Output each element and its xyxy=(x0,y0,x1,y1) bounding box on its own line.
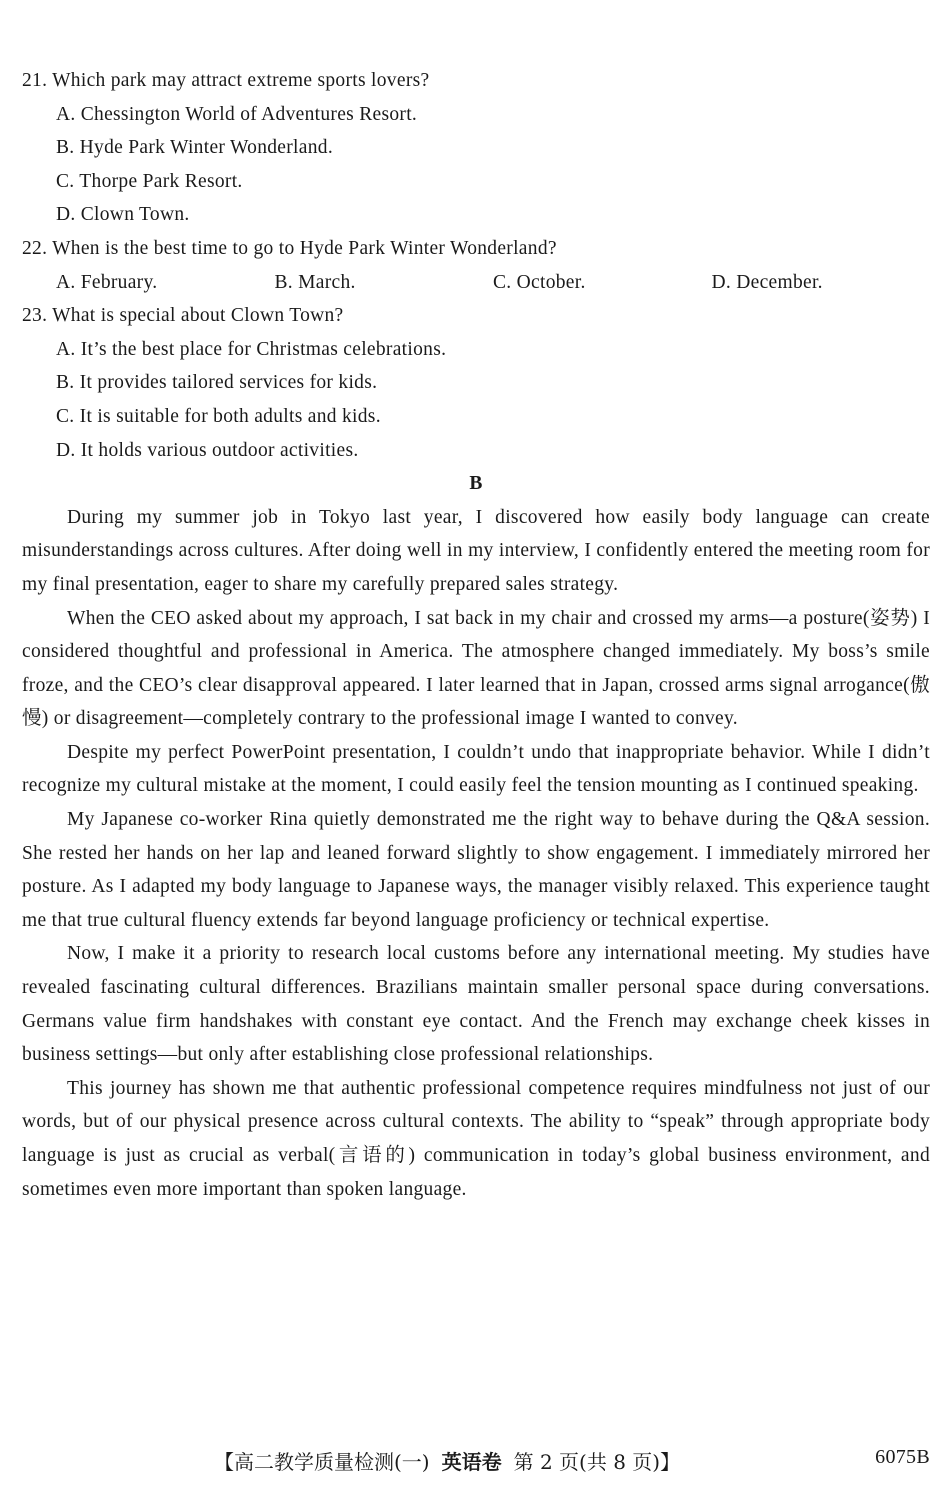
option: B. Hyde Park Winter Wonderland. xyxy=(56,137,334,159)
footer-info xyxy=(214,1446,680,1475)
page-number: 第 2 页(共 8 页)】 xyxy=(513,1450,681,1474)
paragraph: This journey has shown me that authentic professional competence requires mindfulness not just of our words, but of our physical presence across cultural contexts. The ability to “speak” through appropriate body language is just as crucial as verbal(言语的) communication in today’s global business environment, and sometimes even more important than spoken language. xyxy=(22,1077,930,1200)
option: B. It provides tailored services for kids. xyxy=(56,372,378,394)
question-stem: 22. When is the best time to go to Hyde Park Winter Wonderland? xyxy=(22,237,557,259)
option: A. It’s the best place for Christmas celebrations. xyxy=(56,338,447,360)
question-stem: 23. What is special about Clown Town? xyxy=(22,305,344,327)
option: A. February. xyxy=(56,271,158,293)
option: C. Thorpe Park Resort. xyxy=(56,170,243,192)
passage-b xyxy=(22,501,930,1206)
option: D. Clown Town. xyxy=(56,204,190,226)
question-21 xyxy=(22,64,930,232)
paragraph: Despite my perfect PowerPoint presentation, I couldn’t undo that inappropriate behavior. While I didn’t recognize my cultural mistake at the moment, I could easily feel the tension mounting as I continued speaking. xyxy=(22,741,930,797)
paragraph: My Japanese co-worker Rina quietly demonstrated me the right way to behave during the Q&A session. She rested her hands on her lap and leaned forward slightly to show engagement. I immediately mirrored her posture. As I adapted my body language to Japanese ways, the manager visibly relaxed. This experience taught me that true cultural fluency extends far beyond language proficiency or technical expertise. xyxy=(22,809,930,931)
exam-page xyxy=(22,64,930,1206)
subject: 英语卷 xyxy=(441,1450,502,1474)
option: A. Chessington World of Adventures Resort. xyxy=(56,103,418,125)
question-22 xyxy=(22,232,930,299)
option: B. March. xyxy=(274,271,356,293)
option: C. It is suitable for both adults and kids. xyxy=(56,405,381,427)
question-23 xyxy=(22,299,930,467)
question-stem: 21. Which park may attract extreme sports lovers? xyxy=(22,70,430,91)
section-heading: B xyxy=(469,473,483,495)
option: D. December. xyxy=(711,271,823,293)
page-footer xyxy=(0,1446,950,1476)
options-row xyxy=(22,266,930,300)
paragraph: When the CEO asked about my approach, I sat back in my chair and crossed my arms—a posture(姿势) I considered thoughtful and professional in America. The atmosphere changed immediately. My boss’s smile froze, and the CEO’s clear disapproval appeared. I later learned that in Japan, crossed arms signal arrogance(傲慢) or disagreement—completely contrary to the professional image I wanted to convey. xyxy=(22,607,930,730)
option: D. It holds various outdoor activities. xyxy=(56,439,359,461)
paper-code: 6075B xyxy=(875,1446,930,1468)
exam-title: 【高二教学质量检测(一) xyxy=(214,1450,430,1474)
option: C. October. xyxy=(493,271,586,293)
paragraph: During my summer job in Tokyo last year, I discovered how easily body language can create misunderstandings across cultures. After doing well in my interview, I confidently entered the meeting room for my final presentation, eager to share my carefully prepared sales strategy. xyxy=(22,506,930,595)
paragraph: Now, I make it a priority to research local customs before any international meeting. My studies have revealed fascinating cultural differences. Brazilians maintain smaller personal space during conversations. Germans value firm handshakes with constant eye contact. And the French may exchange cheek kisses in business settings—but only after establishing close professional relationships. xyxy=(22,943,930,1066)
